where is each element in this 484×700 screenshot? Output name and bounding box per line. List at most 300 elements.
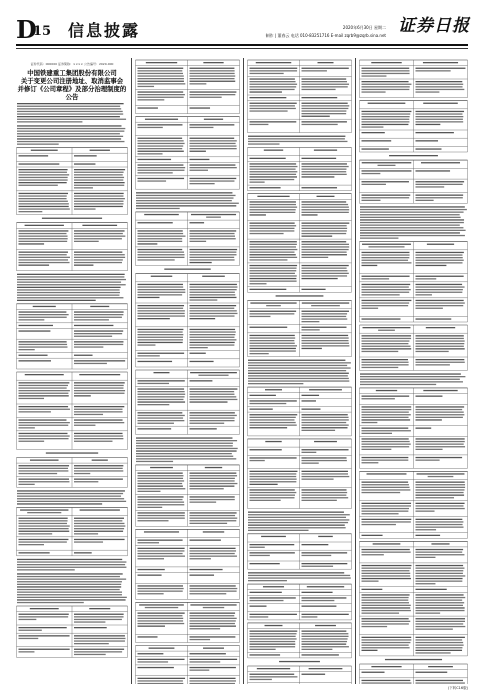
text-line xyxy=(302,654,339,655)
text-line xyxy=(19,360,51,361)
text-line xyxy=(138,70,183,71)
text-line xyxy=(416,519,463,520)
text-line xyxy=(362,573,411,574)
text-line xyxy=(360,227,463,228)
text-line xyxy=(138,618,184,619)
text-line xyxy=(302,457,347,458)
text-line xyxy=(362,489,411,490)
text-line xyxy=(362,252,410,253)
text-line xyxy=(302,121,347,122)
text-line xyxy=(302,460,347,461)
text-line xyxy=(82,225,117,226)
text-line xyxy=(302,311,349,312)
text-line xyxy=(190,399,238,400)
text-line xyxy=(19,252,68,253)
text-line xyxy=(138,391,185,392)
text-line xyxy=(74,346,103,347)
text-line xyxy=(19,311,67,312)
text-line xyxy=(250,479,297,480)
text-line xyxy=(19,341,67,342)
text-line xyxy=(19,198,67,199)
text-line xyxy=(416,446,466,447)
text-line xyxy=(17,592,122,593)
text-line xyxy=(302,592,333,593)
text-line xyxy=(302,86,348,87)
text-line xyxy=(250,644,296,645)
text-line xyxy=(203,607,224,608)
text-line xyxy=(17,300,96,301)
text-line xyxy=(19,319,45,320)
text-line xyxy=(265,441,281,442)
text-line xyxy=(416,292,463,293)
text-line xyxy=(138,310,185,311)
text-line xyxy=(17,133,120,134)
text-line xyxy=(416,495,465,496)
text-line xyxy=(250,187,281,188)
text-line xyxy=(74,172,124,173)
text-line xyxy=(138,478,184,479)
text-line xyxy=(362,610,411,611)
text-line xyxy=(416,86,463,87)
text-line xyxy=(250,481,297,482)
text-line xyxy=(17,584,121,585)
text-line xyxy=(302,209,350,210)
text-line xyxy=(164,269,210,270)
text-line xyxy=(138,68,184,69)
text-line xyxy=(362,116,410,117)
text-line xyxy=(74,619,122,620)
text-line xyxy=(248,383,303,384)
text-line xyxy=(250,281,297,282)
text-line xyxy=(250,425,297,426)
text-line xyxy=(315,625,336,626)
text-line xyxy=(362,113,411,114)
text-line xyxy=(136,437,232,438)
text-line xyxy=(138,678,186,679)
text-line xyxy=(416,286,465,287)
text-line xyxy=(190,292,235,293)
text-line xyxy=(190,159,210,160)
text-line xyxy=(19,541,67,542)
text-line xyxy=(417,473,465,474)
text-line xyxy=(138,483,183,484)
text-line xyxy=(428,476,454,477)
text-line xyxy=(138,107,158,108)
text-line xyxy=(19,419,67,420)
text-line xyxy=(250,427,288,428)
text-line xyxy=(138,659,185,660)
text-line xyxy=(362,513,399,514)
column-divider xyxy=(131,58,132,684)
text-line xyxy=(190,286,238,287)
text-line xyxy=(190,315,235,316)
text-line xyxy=(362,305,409,306)
text-line xyxy=(190,667,236,668)
text-line xyxy=(431,543,449,544)
text-line xyxy=(250,91,282,92)
text-line xyxy=(416,351,449,352)
text-line xyxy=(17,496,121,497)
text-line xyxy=(17,121,82,122)
text-line xyxy=(19,619,37,620)
text-line xyxy=(138,86,155,87)
text-line xyxy=(373,543,401,544)
text-line xyxy=(362,578,411,579)
text-line xyxy=(302,552,348,553)
text-line xyxy=(416,484,466,485)
text-line xyxy=(360,384,436,385)
text-line xyxy=(416,116,464,117)
text-line xyxy=(138,504,185,505)
text-line xyxy=(190,329,236,330)
text-line xyxy=(19,552,50,553)
text-line xyxy=(250,84,298,85)
text-line xyxy=(362,409,412,410)
text-line xyxy=(190,620,236,621)
text-line xyxy=(19,649,70,650)
text-line xyxy=(248,577,351,578)
text-line xyxy=(362,86,410,87)
text-line xyxy=(74,531,123,532)
text-line xyxy=(74,311,124,312)
text-line xyxy=(362,278,390,279)
text-line xyxy=(302,395,320,396)
text-line xyxy=(362,254,410,255)
text-line xyxy=(19,395,69,396)
text-line xyxy=(248,527,346,528)
text-line xyxy=(17,138,121,139)
text-line xyxy=(362,430,411,431)
text-line xyxy=(362,184,386,185)
text-line xyxy=(190,512,237,513)
text-line xyxy=(362,438,409,439)
column-body-text xyxy=(247,58,352,684)
text-line xyxy=(250,78,295,79)
text-line xyxy=(74,360,125,361)
text-line xyxy=(302,337,349,338)
text-line xyxy=(302,597,347,598)
text-line xyxy=(362,575,411,576)
text-line xyxy=(309,668,343,669)
text-line xyxy=(423,390,457,391)
text-line xyxy=(362,433,393,434)
text-line xyxy=(416,460,440,461)
text-line xyxy=(250,646,296,647)
text-line xyxy=(416,575,466,576)
text-line xyxy=(302,335,349,336)
text-line xyxy=(416,583,436,584)
text-line xyxy=(416,557,436,558)
text-line xyxy=(302,252,347,253)
text-line xyxy=(19,635,70,636)
announcement-header xyxy=(16,58,128,101)
text-line xyxy=(138,241,183,242)
text-line xyxy=(138,178,185,179)
text-line xyxy=(416,200,434,201)
text-line xyxy=(190,486,235,487)
text-line xyxy=(74,409,123,410)
text-line xyxy=(17,501,126,502)
column-4 xyxy=(359,58,468,684)
text-line xyxy=(138,499,183,500)
text-line xyxy=(74,344,123,345)
text-line xyxy=(190,391,235,392)
text-line xyxy=(362,422,378,423)
text-line xyxy=(302,158,337,159)
text-line xyxy=(203,648,224,649)
text-line xyxy=(362,140,392,141)
text-line xyxy=(74,385,124,386)
text-line xyxy=(362,200,381,201)
text-line xyxy=(302,497,349,498)
text-line xyxy=(360,222,464,223)
text-line xyxy=(19,398,45,399)
text-line xyxy=(19,174,70,175)
text-line xyxy=(146,62,177,63)
text-line xyxy=(416,508,465,509)
text-line xyxy=(190,553,235,554)
text-line xyxy=(362,637,412,638)
text-line xyxy=(19,346,68,347)
text-line xyxy=(362,398,395,399)
text-line xyxy=(19,484,35,485)
text-line xyxy=(279,661,320,662)
text-line xyxy=(19,382,70,383)
text-line xyxy=(250,497,295,498)
text-line xyxy=(74,201,124,202)
text-line xyxy=(138,238,183,239)
text-line xyxy=(416,565,464,566)
text-line xyxy=(250,449,282,450)
text-line xyxy=(360,206,465,207)
text-line xyxy=(138,339,183,340)
text-line xyxy=(302,674,326,675)
text-line xyxy=(19,465,70,466)
text-line xyxy=(250,174,297,175)
text-line xyxy=(248,141,347,142)
text-line xyxy=(19,539,69,540)
text-line xyxy=(74,651,122,652)
text-line xyxy=(250,676,298,677)
text-line xyxy=(302,201,347,202)
text-line xyxy=(250,259,288,260)
text-line xyxy=(416,338,464,339)
text-line xyxy=(151,276,173,277)
text-line xyxy=(265,389,282,390)
text-line xyxy=(42,218,102,219)
text-line xyxy=(416,113,463,114)
text-line xyxy=(138,308,184,309)
text-line xyxy=(250,563,280,564)
text-line xyxy=(17,289,120,290)
text-line xyxy=(416,449,443,450)
text-line xyxy=(362,359,409,360)
text-line xyxy=(250,495,296,496)
text-line xyxy=(190,636,236,637)
text-line xyxy=(416,417,463,418)
text-line xyxy=(74,523,124,524)
text-line xyxy=(302,471,348,472)
text-line xyxy=(139,604,184,605)
text-line xyxy=(190,339,237,340)
text-line xyxy=(190,618,237,619)
text-line xyxy=(136,192,232,193)
text-line xyxy=(367,473,407,474)
text-line xyxy=(190,423,225,424)
text-line xyxy=(362,170,412,171)
text-line xyxy=(74,363,107,364)
text-line xyxy=(317,196,335,197)
text-line xyxy=(136,450,237,451)
text-line xyxy=(19,265,50,266)
column-body-text xyxy=(16,101,128,661)
text-line xyxy=(206,217,221,218)
text-line xyxy=(250,460,265,461)
text-line xyxy=(376,390,397,391)
text-line xyxy=(250,600,284,601)
text-line xyxy=(17,490,125,491)
text-line xyxy=(302,214,318,215)
text-line xyxy=(250,89,295,90)
text-line xyxy=(362,126,384,127)
text-line xyxy=(362,132,385,133)
text-line xyxy=(190,318,216,319)
text-line xyxy=(136,458,236,459)
text-line xyxy=(19,185,58,186)
text-line xyxy=(250,337,296,338)
text-line xyxy=(19,531,70,532)
text-line xyxy=(138,127,163,128)
text-line xyxy=(416,647,463,648)
text-line xyxy=(416,396,443,397)
text-line xyxy=(17,113,123,114)
text-line xyxy=(362,367,399,368)
text-line xyxy=(250,278,297,279)
text-line xyxy=(416,343,465,344)
text-line xyxy=(302,254,347,255)
text-line xyxy=(190,415,237,416)
text-line xyxy=(416,197,463,198)
text-line xyxy=(362,284,411,285)
text-line xyxy=(250,105,295,106)
text-line xyxy=(138,428,172,429)
text-line xyxy=(19,614,69,615)
text-line xyxy=(74,336,112,337)
text-line xyxy=(190,473,237,474)
text-line xyxy=(263,586,284,587)
text-line xyxy=(416,527,464,528)
text-line xyxy=(362,597,409,598)
text-line xyxy=(138,575,162,576)
text-line xyxy=(250,489,295,490)
text-line xyxy=(360,209,467,210)
text-line xyxy=(250,340,295,341)
text-line xyxy=(302,169,347,170)
text-line xyxy=(74,177,124,178)
text-line xyxy=(138,480,185,481)
text-line xyxy=(19,627,67,628)
text-line xyxy=(302,500,337,501)
text-line xyxy=(250,244,297,245)
text-line xyxy=(265,625,283,626)
text-line xyxy=(362,645,409,646)
text-line xyxy=(362,257,410,258)
text-line xyxy=(19,349,35,350)
text-line xyxy=(74,241,99,242)
text-line xyxy=(360,225,460,226)
text-line xyxy=(138,515,185,516)
text-line xyxy=(250,207,298,208)
text-line xyxy=(257,668,290,669)
text-line xyxy=(17,119,126,120)
text-line xyxy=(74,441,112,442)
text-line xyxy=(362,672,385,673)
text-line xyxy=(138,415,185,416)
text-line xyxy=(302,600,335,601)
text-line xyxy=(17,287,121,288)
text-line xyxy=(362,457,409,458)
text-line xyxy=(416,428,432,429)
text-line xyxy=(416,186,445,187)
text-line xyxy=(138,417,184,418)
text-line xyxy=(250,270,297,271)
text-line xyxy=(190,394,235,395)
text-line xyxy=(362,70,410,71)
text-line xyxy=(19,203,69,204)
page-number: 15 xyxy=(33,24,52,39)
text-line xyxy=(190,488,224,489)
text-line xyxy=(190,540,221,541)
text-line xyxy=(17,567,126,568)
text-line xyxy=(250,395,276,396)
column-body-text xyxy=(359,58,468,684)
text-line xyxy=(362,244,411,245)
text-line xyxy=(138,412,183,413)
text-line xyxy=(302,563,348,564)
text-line xyxy=(74,541,103,542)
text-line xyxy=(138,252,185,253)
text-line xyxy=(302,422,347,423)
text-line xyxy=(138,259,175,260)
text-line xyxy=(190,331,236,332)
text-line xyxy=(250,302,296,303)
text-line xyxy=(138,475,184,476)
text-line xyxy=(416,444,464,445)
text-line xyxy=(362,195,411,196)
text-line xyxy=(138,507,163,508)
text-line xyxy=(74,473,90,474)
text-line xyxy=(416,132,454,133)
text-line xyxy=(190,183,215,184)
text-line xyxy=(17,108,121,109)
text-line xyxy=(138,542,160,543)
text-line xyxy=(250,614,297,615)
text-line xyxy=(138,305,185,306)
announcement-kicker: 证券代码：000000 证券简称：×××× 公告编号：2020-000 xyxy=(30,62,114,66)
text-line xyxy=(416,672,448,673)
text-line xyxy=(17,125,121,126)
text-line xyxy=(17,493,123,494)
text-line xyxy=(19,435,70,436)
text-line xyxy=(138,318,170,319)
text-line xyxy=(31,150,58,151)
continued-note: (下转C16版) xyxy=(447,686,468,690)
text-line xyxy=(416,554,465,555)
text-line xyxy=(250,182,265,183)
text-line xyxy=(74,419,123,420)
text-line xyxy=(190,124,235,125)
text-line xyxy=(138,97,184,98)
